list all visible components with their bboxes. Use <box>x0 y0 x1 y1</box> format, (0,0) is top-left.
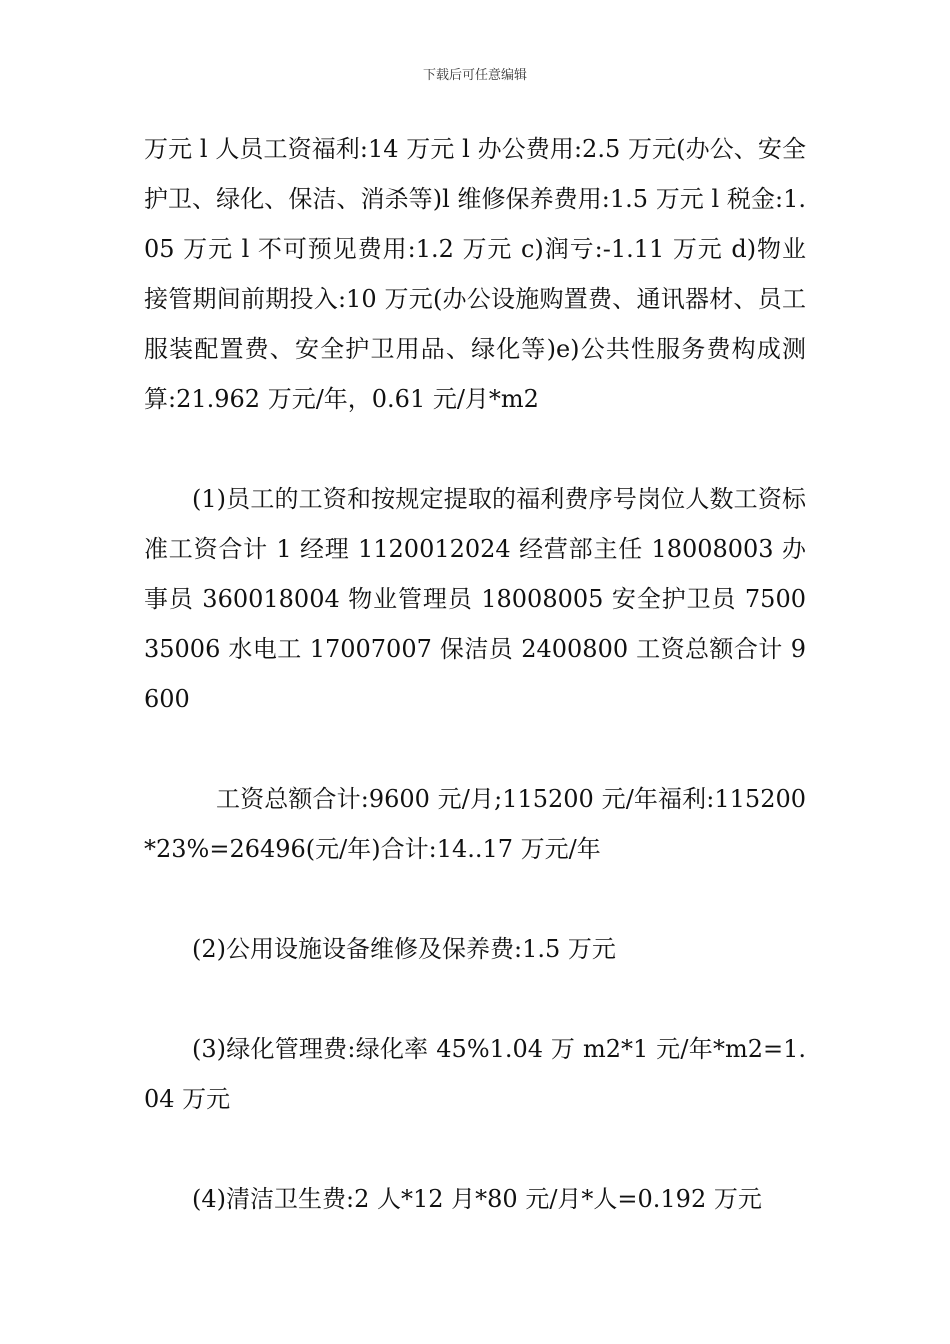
paragraph-cleaning-fee: (4)清洁卫生费:2 人*12 月*80 元/月*人=0.192 万元 <box>192 1185 762 1213</box>
document-body <box>144 124 806 1224</box>
paragraph-wage-total: 工资总额合计:9600 元/月;115200 元/年福利:115200*23%=26496(元/年)合计:14..17 万元/年 <box>144 785 806 863</box>
paragraph-budget-summary: 万元 l 人员工资福利:14 万元 l 办公费用:2.5 万元(办公、安全护卫、绿化、保洁、消杀等)l 维修保养费用:1.5 万元 l 税金:1.05 万元 l 不可预见费用:1.2 万元 c)润亏:-1.11 万元 d)物业接管期间前期投入:10 万元(办公设施购置费、通讯器材、员工服装配置费、安全护卫用品、绿化等)e)公共性服务费构成测算:21.962 万元/年，0.61 元/月*m2 <box>144 135 806 413</box>
page-header-note: 下载后可任意编辑 <box>422 68 527 83</box>
paragraph-staff-wages: (1)员工的工资和按规定提取的福利费序号岗位人数工资标准工资合计 1 经理 1120012024 经营部主任 18008003 办事员 360018004 物业管理员 18008005 安全护卫员 750035006 水电工 17007007 保洁员 2400800 工资总额合计 9600 <box>144 485 806 713</box>
paragraph-maintenance-fee: (2)公用设施设备维修及保养费:1.5 万元 <box>192 935 616 963</box>
paragraph-greening-fee: (3)绿化管理费:绿化率 45%1.04 万 m2*1 元/年*m2=1.04 万元 <box>144 1035 806 1113</box>
